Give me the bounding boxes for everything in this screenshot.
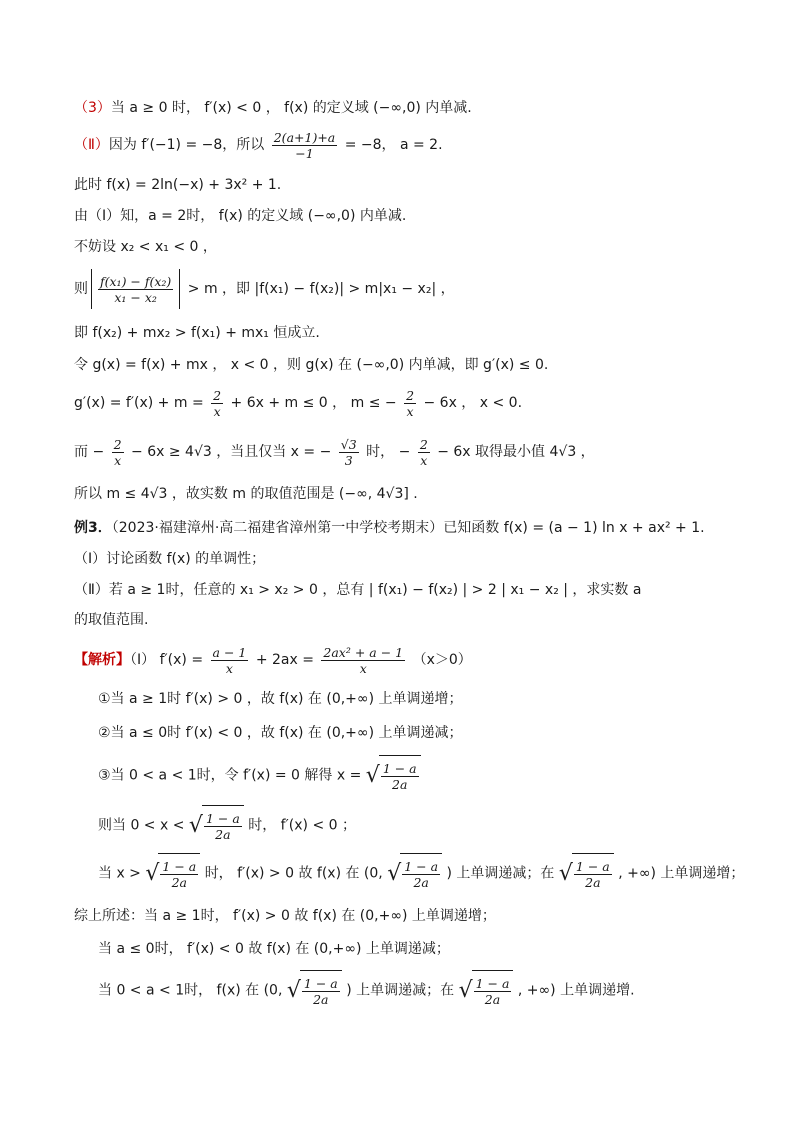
example-label: 例3．	[74, 520, 112, 536]
minimum-line	[74, 432, 595, 472]
decreasing-interval-line	[98, 805, 356, 846]
inequality-text: > m ，即 |f(x₁) − f(x₂)| > m|x₁ − x₂| ，	[187, 281, 455, 297]
solution-frac-1: $\frac{a - 1}{x}$	[212, 644, 247, 676]
case-3-label: （3）	[74, 100, 111, 116]
summary-line-1: 综上所述：当 a ≥ 1时， f′(x) > 0 故 f(x) 在 (0,+∞) 上单调递增；	[74, 908, 496, 924]
part-2-line	[74, 128, 443, 162]
question-1: （Ⅰ）讨论函数 f(x) 的单调性；	[74, 551, 266, 567]
sqrt-root: √ $\frac{1 - a}{2a}$	[366, 755, 421, 796]
increasing-text-c: ) 上单调递减；在	[446, 865, 555, 882]
minimum-text-c: 时， −	[366, 444, 411, 460]
example-3-line	[74, 518, 705, 538]
solution-text-b: + 2ax =	[255, 652, 314, 668]
decreasing-text-a: 则当 0 < x <	[98, 817, 185, 834]
increasing-text-a: 当 x >	[98, 865, 141, 882]
define-g-line: 令 g(x) = f(x) + mx ， x < 0 ，则 g(x) 在 (−∞,0) 内单减，即 g′(x) ≤ 0.	[74, 357, 549, 373]
example-source: （2023·福建漳州·高二福建省漳州第一中学校考期末）已知函数 f(x) = (a − 1) ln x + ax² + 1.	[111, 520, 705, 536]
part-2-text-a: 因为 f′(−1) = −8，所以	[108, 137, 265, 153]
case-3-line	[74, 98, 472, 118]
abs-bar-left	[91, 269, 92, 309]
function-line: 此时 f(x) = 2ln(−x) + 3x² + 1.	[74, 177, 282, 193]
case-middle-line	[98, 755, 421, 796]
sqrt-root: √ $\frac{1 - a}{2a}$	[559, 853, 614, 894]
sqrt-root: √ $\frac{1 - a}{2a}$	[287, 970, 342, 1011]
summary-text-a: 当 0 < a < 1时， f(x) 在 (0,	[98, 982, 283, 999]
solution-text-a: （Ⅰ） f′(x) =	[130, 652, 204, 668]
difference-quotient: $\frac{\text{f(x₁) − f(x₂)}}{\text{x₁ − x₂}}$	[100, 273, 172, 305]
solution-line	[74, 642, 472, 678]
increasing-text-b: 时， f′(x) > 0 故 f(x) 在 (0,	[204, 865, 383, 882]
summary-line-3	[98, 970, 635, 1011]
increasing-text-d: , +∞) 上单调递增；	[618, 865, 745, 882]
derivative-text-a: g′(x) = f′(x) + m =	[74, 395, 204, 411]
solution-frac-2: $\frac{\text{2ax² + a − 1}}{x}$	[323, 644, 404, 676]
decreasing-text-b: 时， f′(x) < 0 ；	[248, 817, 356, 834]
monotone-line: 由（Ⅰ）知，a = 2时， f(x) 的定义域 (−∞,0) 内单减.	[74, 208, 407, 224]
derivative-line	[74, 386, 522, 420]
sqrt-root: √ $\frac{1 - a}{2a}$	[145, 853, 200, 894]
case-middle-text: ③当 0 < a < 1时，令 f′(x) = 0 解得 x =	[98, 767, 362, 784]
question-2: （Ⅱ）若 a ≥ 1时，任意的 x₁ > x₂ > 0 ，总有 | f(x₁) − f(x₂) | > 2 | x₁ − x₂ | ，求实数 a	[74, 582, 642, 598]
solution-text-c: （x＞0）	[412, 652, 472, 668]
equivalent-line: 即 f(x₂) + mx₂ > f(x₁) + mx₁ 恒成立.	[74, 325, 320, 341]
case-a-ge-1: ①当 a ≥ 1时 f′(x) > 0 ，故 f(x) 在 (0,+∞) 上单调递增；	[98, 691, 463, 707]
summary-text-c: , +∞) 上单调递增.	[517, 982, 635, 999]
inequality-line	[74, 267, 455, 311]
part-2-text-b: = −8， a = 2.	[344, 137, 443, 153]
case-a-le-0: ②当 a ≤ 0时 f′(x) < 0 ，故 f(x) 在 (0,+∞) 上单调递减；	[98, 725, 463, 741]
abs-bar-right	[179, 269, 180, 309]
increasing-interval-line	[98, 853, 744, 894]
summary-line-2: 当 a ≤ 0时， f′(x) < 0 故 f(x) 在 (0,+∞) 上单调递减；	[98, 941, 450, 957]
inequality-prefix: 则	[74, 281, 88, 297]
minimum-text-d: − 6x 取得最小值 4√3 ，	[437, 444, 595, 460]
minimum-frac-2: $\frac{√3}{3}$	[340, 436, 357, 468]
derivative-text-b: + 6x + m ≤ 0 ， m ≤ −	[230, 395, 397, 411]
derivative-frac-1: $\frac{2}{x}$	[213, 387, 222, 419]
derivative-text-c: − 6x ， x < 0.	[423, 395, 523, 411]
solution-label: 【解析】	[74, 652, 130, 668]
summary-text-b: ) 上单调递减；在	[346, 982, 455, 999]
minimum-text-b: − 6x ≥ 4√3 ，当且仅当 x = −	[131, 444, 332, 460]
range-result-line: 所以 m ≤ 4√3 ，故实数 m 的取值范围是 (−∞, 4√3] .	[74, 486, 418, 502]
minimum-frac-3: $\frac{2}{x}$	[419, 436, 428, 468]
sqrt-root: √ $\frac{1 - a}{2a}$	[189, 805, 244, 846]
minimum-text-a: 而 −	[74, 444, 105, 460]
assume-line: 不妨设 x₂ < x₁ < 0 ，	[74, 239, 217, 255]
sqrt-root: √ $\frac{1 - a}{2a}$	[387, 853, 442, 894]
sqrt-root: √ $\frac{1 - a}{2a}$	[459, 970, 514, 1011]
part-2-label: （Ⅱ）	[74, 137, 109, 153]
derivative-frac-2: $\frac{2}{x}$	[406, 387, 415, 419]
minimum-frac-1: $\frac{2}{x}$	[113, 436, 122, 468]
case-3-text: 当 a ≥ 0 时， f′(x) < 0 ， f(x) 的定义域 (−∞,0) 内单减.	[110, 100, 472, 116]
part-2-fraction: $\frac{2(a+1)+a}{-1}$	[273, 129, 336, 161]
question-2-cont: 的取值范围.	[74, 612, 149, 628]
